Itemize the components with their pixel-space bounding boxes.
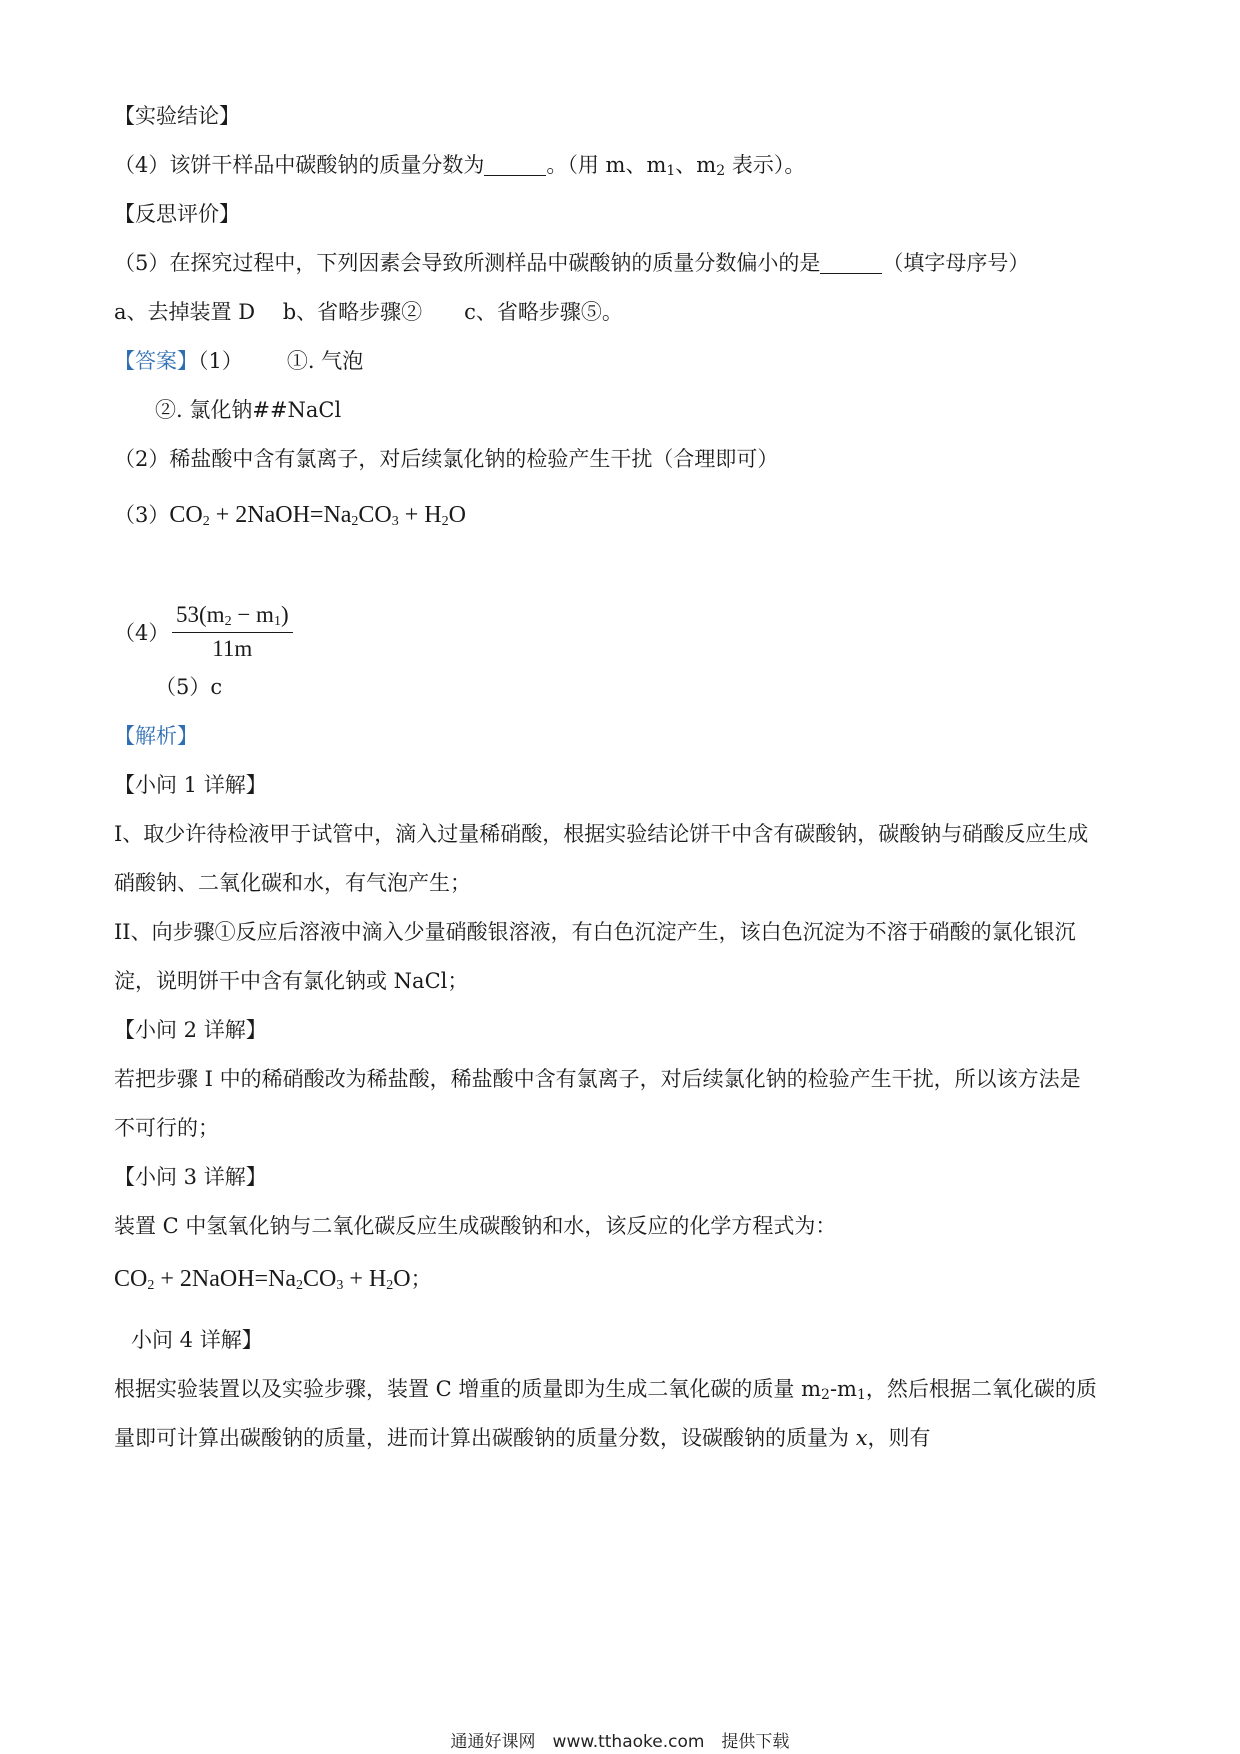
- analysis-label: 【解析】: [114, 724, 198, 748]
- q4-text-3: 、m: [675, 153, 717, 177]
- answer-4-prefix: （4）: [114, 621, 170, 645]
- analysis-3-equation: $CO_2$ + $2NaOH=Na_2CO_3 + H_2O$；: [114, 1266, 432, 1293]
- analysis-1-line-4: 淀，说明饼干中含有氯化钠或 NaCl；: [114, 969, 469, 993]
- answer-5: （5）c: [155, 675, 223, 699]
- analysis-1-line-3: II、向步骤①反应后溶液中滴入少量硝酸银溶液，有白色沉淀产生，该白色沉淀为不溶于硝酸的氯化银沉: [114, 920, 1076, 944]
- analysis-4-line-1: 根据实验装置以及实验步骤，装置 C 增重的质量即为生成二氧化碳的质量 $m_2-m_1$，然后根据二氧化碳的质: [114, 1377, 1097, 1403]
- sub-question-3-heading: 【小问 3 详解】: [114, 1165, 267, 1189]
- reflection-heading: 【反思评价】: [114, 202, 240, 226]
- conclusion-heading: 【实验结论】: [114, 104, 240, 128]
- analysis-2-line-1: 若把步骤 I 中的稀硝酸改为稀盐酸，稀盐酸中含有氯离子，对后续氯化钠的检验产生干扰，所以该方法是: [114, 1067, 1081, 1091]
- question-5: [114, 248, 1029, 278]
- analysis-2-line-2: 不可行的；: [114, 1116, 219, 1140]
- analysis-3-line-1: 装置 C 中氢氧化钠与二氧化碳反应生成碳酸钠和水，该反应的化学方程式为：: [114, 1214, 837, 1238]
- answer-1: [114, 346, 363, 376]
- sub-question-4-heading: 小问 4 详解】: [131, 1328, 263, 1352]
- answer-blank: [820, 251, 882, 274]
- sub-question-1-heading: 【小问 1 详解】: [114, 773, 267, 797]
- q5-text: （5）在探究过程中，下列因素会导致所测样品中碳酸钠的质量分数偏小的是: [114, 251, 821, 275]
- chemical-equation: $CO_2$ + $2NaOH=Na_2CO_3 + H_2O$: [114, 1266, 411, 1293]
- answer-label: 【答案】: [114, 349, 198, 373]
- answer-1-part-1: ①. 气泡: [286, 349, 364, 373]
- fraction-numerator: $53(m_2 - m_1)$: [172, 602, 293, 633]
- sub-question-2-heading: 【小问 2 详解】: [114, 1018, 267, 1042]
- analysis-1-line-2: 硝酸钠、二氧化碳和水，有气泡产生；: [114, 871, 471, 895]
- analysis-1-line-1: I、取少许待检液甲于试管中，滴入过量稀硝酸，根据实验结论饼干中含有碳酸钠，碳酸钠与硝酸反应生成: [114, 822, 1089, 846]
- answer-4-fraction: [172, 602, 293, 662]
- q4-sub: 1: [666, 163, 676, 179]
- chemical-equation: $CO_2$ + $2NaOH=Na_2CO_3 + H_2O$: [169, 502, 466, 529]
- q4-text-4: 表示）。: [725, 153, 806, 177]
- q4-text-2: 。（用 m、m: [546, 153, 667, 177]
- footer-source: 通通好课网 www.tthaoke.com 提供下载: [450, 1732, 790, 1752]
- answer-3-prefix: （3）: [114, 503, 170, 527]
- question-4: [114, 150, 805, 186]
- answer-1-part-2: ②. 氯化钠##NaCl: [155, 398, 342, 422]
- q5-text-2: （填字母序号）: [882, 251, 1030, 275]
- question-5-options: a、去掉装置 D b、省略步骤② c、省略步骤⑤。: [114, 300, 623, 324]
- q4-text: （4）该饼干样品中碳酸钠的质量分数为: [114, 153, 485, 177]
- answer-1-prefix: （1）: [198, 349, 243, 373]
- q4-sub-2: 2: [716, 163, 726, 179]
- analysis-4-line-2: 量即可计算出碳酸钠的质量，进而计算出碳酸钠的质量分数，设碳酸钠的质量为 x，则有: [114, 1426, 931, 1450]
- answer-2: （2）稀盐酸中含有氯离子，对后续氯化钠的检验产生干扰（合理即可）: [114, 447, 779, 471]
- answer-blank: [484, 153, 546, 176]
- fraction-denominator: 11m: [212, 636, 253, 661]
- answer-3: [114, 500, 466, 537]
